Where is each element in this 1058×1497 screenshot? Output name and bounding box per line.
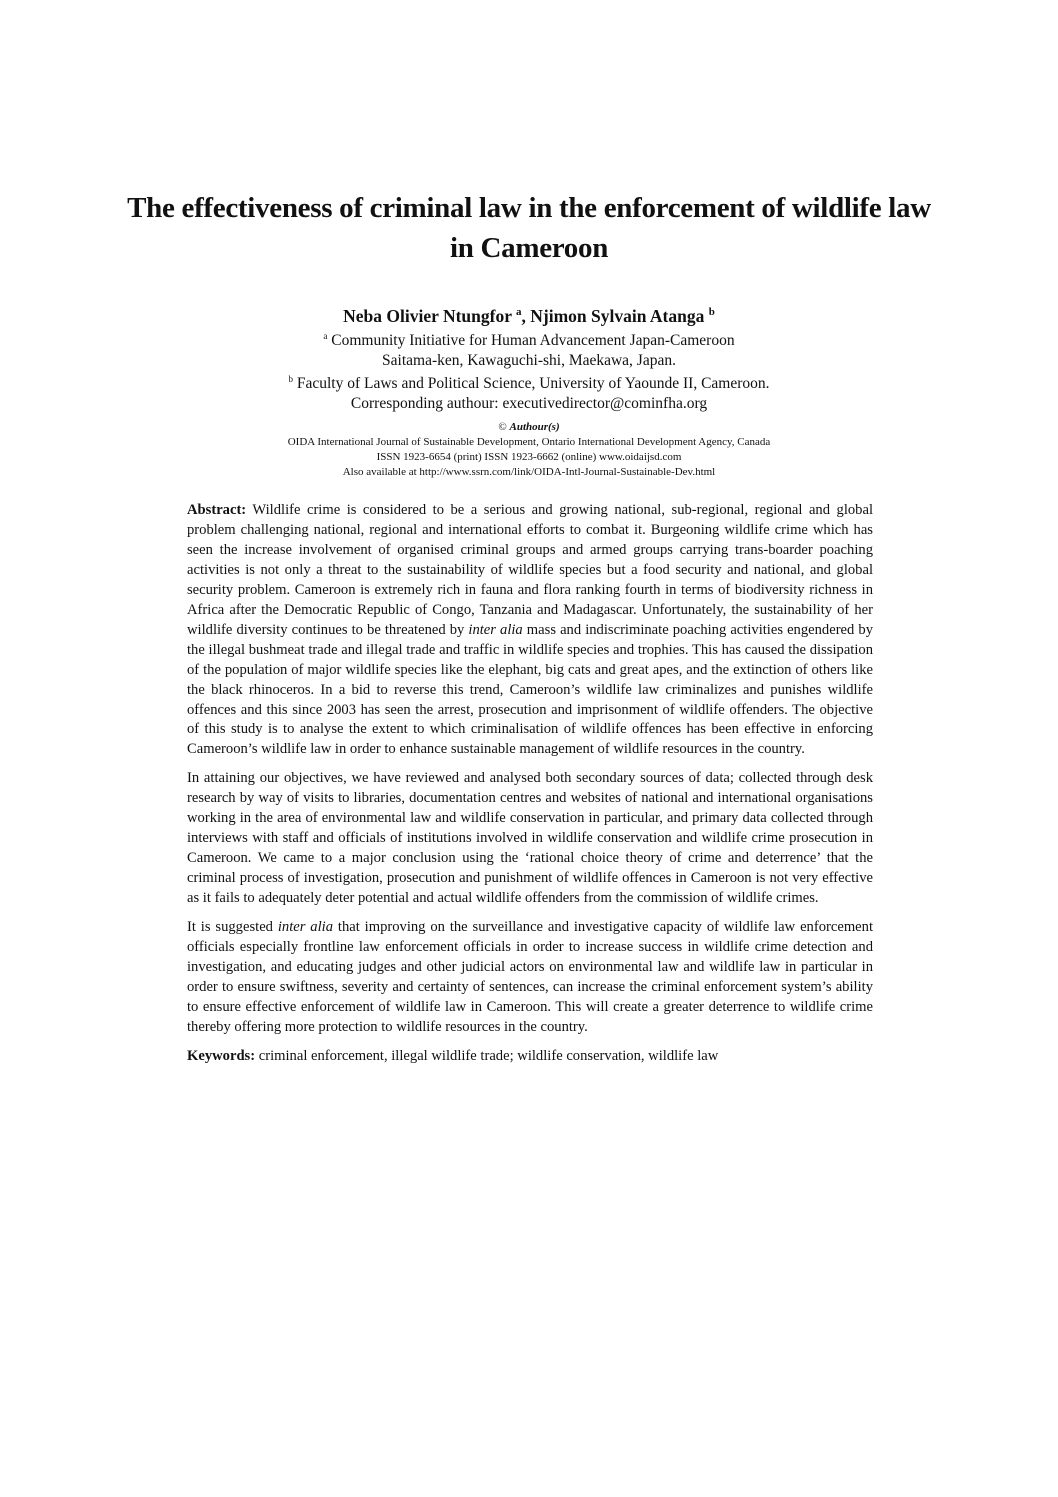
affiliation-mark: b (708, 306, 715, 318)
copyright-line (120, 420, 938, 435)
corresponding-author: Corresponding authour: executivedirector@cominfha.org (350, 394, 708, 412)
copyright-symbol: © (498, 421, 510, 433)
affiliation-mark: b (288, 374, 293, 385)
abstract-text: that improving on the surveillance and investigative capacity of wildlife law enforcement officials especially frontline law enforcement officials in order to increase success in wildlife crime detection and investigation, and educating judges and other judicial actors on environmental law and wildlife law in particular in order to ensure swiftness, severity and certainty of sentences, can increase the criminal enforcement system’s ability to ensure effective enforcement of wildlife law in Cameroon. This will create a greater deterrence to wildlife crime thereby offering more protection to wildlife resources in the country. (187, 919, 874, 1035)
affiliation-a (120, 327, 938, 351)
author-separator: , (521, 305, 531, 326)
latin-phrase: inter alia (468, 621, 523, 638)
keywords-line (187, 1047, 873, 1067)
abstract-paragraph: In attaining our objectives, we have reviewed and analysed both secondary sources of data; collected through desk research by way of visits to libraries, documentation centres and websites of national and international organisations working in the area of environmental law and wildlife conservation in particular, and primary data collected through interviews with staff and officials of institutions involved in wildlife conservation and wildlife crime prosecution in Cameroon. We came to a major conclusion using the ‘rational choice theory of crime and deterrence’ that the criminal process of investigation, prosecution and punishment of wildlife offences in Cameroon is not very effective as it fails to adequately deter potential and actual wildlife offenders from the commission of wildlife crimes. (187, 770, 873, 907)
abstract-text: It is suggested (187, 919, 278, 936)
affiliations (120, 327, 938, 413)
abstract-section (187, 501, 873, 1076)
abstract-label: Abstract: (187, 502, 247, 518)
paper-title: The effectiveness of criminal law in the enforcement of wildlife law in Cameroon (127, 192, 931, 264)
publication-info (120, 420, 938, 480)
author-line (120, 300, 938, 328)
affiliation-mark: a (516, 306, 522, 318)
affiliation-address: Saitama-ken, Kawaguchi-shi, Maekawa, Japan. (382, 351, 676, 369)
author-name: Neba Olivier Ntungfor (343, 305, 512, 326)
keywords-text: criminal enforcement, illegal wildlife trade; wildlife conservation, wildlife law (255, 1047, 719, 1064)
affiliation-text: Faculty of Laws and Political Science, University of Yaounde II, Cameroon. (292, 375, 770, 393)
affiliation-mark: a (323, 331, 328, 341)
keywords-label: Keywords: (187, 1047, 256, 1064)
abstract-paragraph (187, 918, 873, 1038)
availability-line: Also available at http://www.ssrn.com/link/OIDA-Intl-Journal-Sustainable-Dev.html (342, 466, 716, 478)
journal-line: OIDA International Journal of Sustainable Development, Ontario International Development Agency, Canada (287, 436, 771, 448)
abstract-text: mass and indiscriminate poaching activities engendered by the illegal bushmeat trade and illegal trade and traffic in wildlife species and trophies. This has caused the dissipation of the population of major wildlife species like the elephant, big cats and great apes, and the extinction of others like the black rhinoceros. In a bid to reverse this trend, Cameroon’s wildlife law criminalizes and punishes wildlife offences and this since 2003 has seen the arrest, prosecution and imprisonment of wildlife offenders. The objective of this study is to analyse the extent to which criminalisation of wildlife offences has been effective in enforcing Cameroon’s wildlife law in order to enhance sustainable management of wildlife resources in the country. (187, 621, 874, 758)
affiliation-b (120, 370, 938, 394)
author-name: Njimon Sylvain Atanga (530, 305, 705, 326)
issn-line: ISSN 1923-6654 (print) ISSN 1923-6662 (online) www.oidaijsd.com (376, 451, 682, 463)
latin-phrase: inter alia (277, 919, 334, 936)
affiliation-text: Community Initiative for Human Advancement Japan-Cameroon (327, 332, 735, 350)
copyright-label: Authour(s) (509, 421, 560, 433)
abstract-text: Wildlife crime is considered to be a serious and growing national, sub-regional, regional and global problem challenging national, regional and international efforts to combat it. Burgeoning wildlife crime which has seen the increase involvement of organised criminal groups and armed groups carrying trans-boarder poaching activities is not only a threat to the sustainability of wildlife species but a food security and national, and global security problem. Cameroon is extremely rich in fauna and flora ranking fourth in terms of biodiversity richness in Africa after the Democratic Republic of Congo, Tanzania and Madagascar. Unfortunately, the sustainability of her wildlife diversity continues to be threatened by (187, 502, 873, 638)
abstract-paragraph (187, 501, 873, 760)
